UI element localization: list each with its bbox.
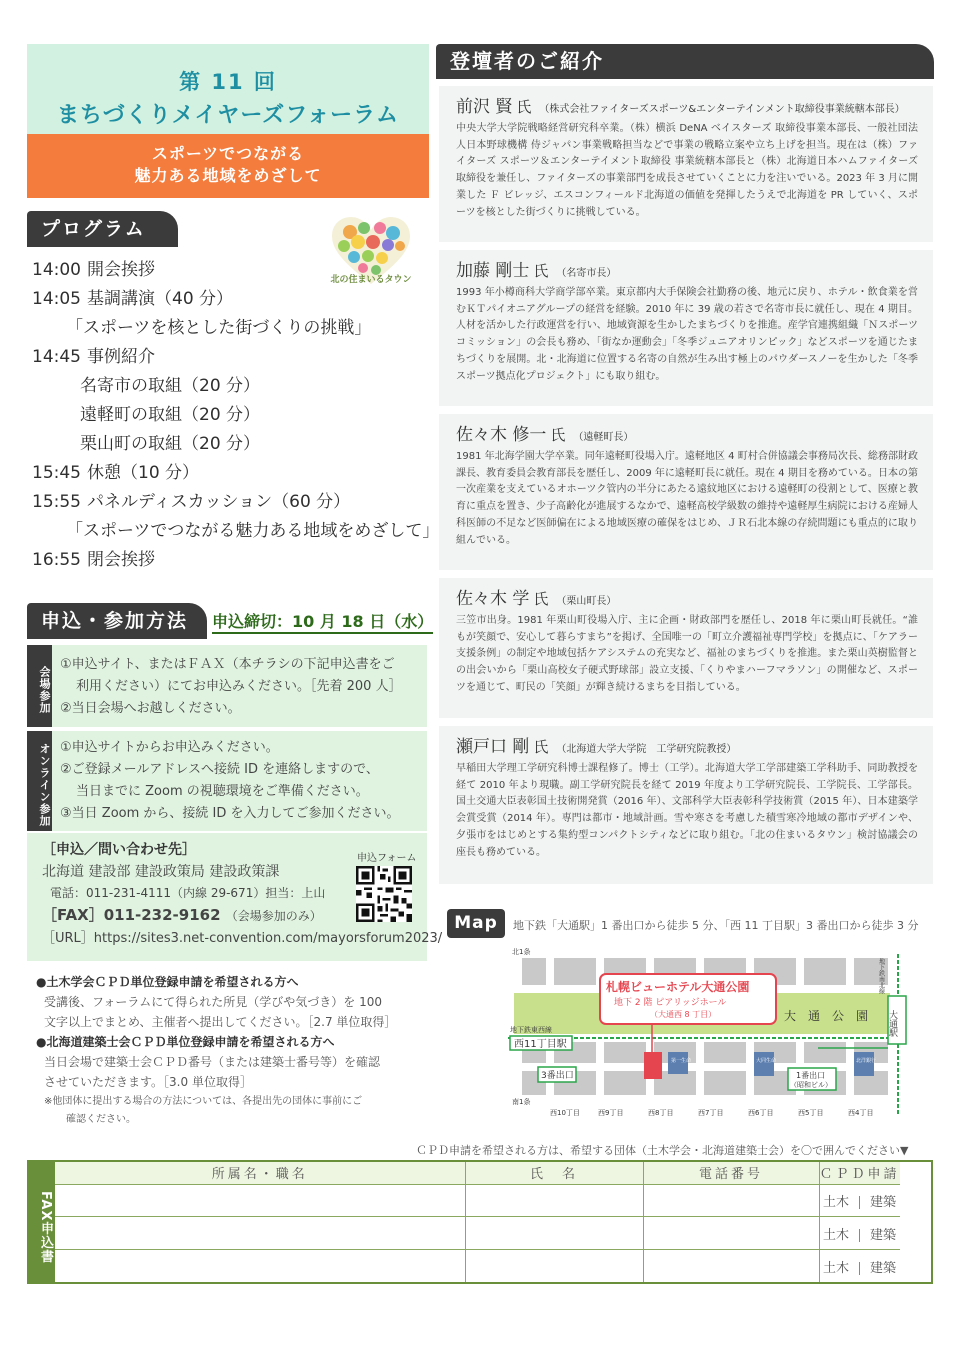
fax-application-form bbox=[27, 1160, 933, 1284]
cpd-choice[interactable] bbox=[819, 1184, 900, 1217]
street-label: 西7丁目 bbox=[698, 1109, 724, 1117]
program-row bbox=[32, 459, 432, 488]
building-hokuyo: 北洋銀行 bbox=[856, 1058, 877, 1064]
online-line: ③当日 Zoom から、接続 ID を入力してご参加ください。 bbox=[60, 806, 400, 821]
cpd-jsce-line: 文字以上でまとめ、主催者へ提出してください。［2.7 単位取得］ bbox=[44, 1015, 397, 1029]
logo-caption: 北の住まいるタウン bbox=[330, 275, 412, 285]
program-row bbox=[32, 488, 432, 517]
cpd-notes bbox=[36, 972, 429, 1128]
column-phone: 電話番号 bbox=[643, 1162, 819, 1184]
speaker-card bbox=[439, 726, 933, 884]
south1-label: 南1条 bbox=[512, 1098, 531, 1106]
speaker-card bbox=[439, 86, 933, 242]
speaker-name: 瀬戸口 剛 bbox=[456, 737, 530, 757]
map-access-text: 地下鉄「大通駅」1 番出口から徒歩 5 分、「西 11 丁目駅」3 番出口から徒歩 3 分 bbox=[513, 919, 919, 932]
cpd-architect-line: させていただきます。［3.0 単位取得］ bbox=[44, 1075, 252, 1089]
program-item: 閉会挨拶 bbox=[87, 550, 155, 570]
exit-1-sub: （昭和ビル） bbox=[790, 1081, 832, 1089]
map-tag: Map bbox=[447, 909, 505, 938]
cpd-option-architecture[interactable]: 建築 bbox=[870, 1227, 897, 1243]
program-item: 名寄市の取組（20 分） bbox=[80, 376, 261, 396]
street-label: 西4丁目 bbox=[848, 1109, 874, 1117]
speaker-name: 加藤 剛士 bbox=[456, 261, 530, 281]
tozai-line-label: 地下鉄東西線 bbox=[510, 1026, 552, 1034]
hotel-address: （大通西 8 丁目） bbox=[650, 1010, 717, 1019]
building-daido: 大同生命 bbox=[756, 1058, 777, 1064]
cpd-option-civil[interactable]: 土木 bbox=[822, 1194, 849, 1210]
cpd-note-line: ※他団体に提出する場合の方法については、各提出先の団体に事前にご bbox=[44, 1096, 363, 1107]
subtitle-block bbox=[27, 134, 429, 198]
program-item: 「スポーツを核とした街づくりの挑戦」 bbox=[66, 318, 372, 338]
venue-label: 会場参加 bbox=[27, 645, 52, 727]
program-row bbox=[32, 372, 432, 401]
speakers-header: 登壇者のご紹介 bbox=[436, 44, 934, 79]
online-label: オンライン参加 bbox=[27, 731, 52, 831]
phone-field[interactable] bbox=[643, 1250, 819, 1282]
program-row bbox=[32, 430, 432, 459]
phone-field[interactable] bbox=[643, 1184, 819, 1217]
speaker-bio: 早稲田大学理工学研究科博士課程修了。博士（工学）。北海道大学工学部建築工学科助手、同助教授を経て 2010 年より現職。副工学研究院長を経て 2019 年度より工学研究院長、工学院長、工学部長。国土交通大臣表彰国土技術開発賞（2016 年）、文部科学大臣表彰科学技術賞（2015 年）、日本建築学会賞受賞（2014 年）。専門は都市・地域計画。雪や寒さを考慮した積雪寒冷地域の都市デザインや、夕張市をはじめとする集約型コンパクトシティなどに取り組む。「北の住まいるタウン」検討協議会の座長も務めている。 bbox=[456, 763, 918, 858]
fax-table bbox=[55, 1162, 900, 1282]
street-label: 西9丁目 bbox=[598, 1109, 624, 1117]
online-line: ②ご登録メールアドレスへ接続 ID を連絡しますので、 bbox=[60, 762, 379, 777]
fax-table-row bbox=[55, 1217, 900, 1250]
speaker-role: （栗山町長） bbox=[556, 596, 617, 607]
speaker-role: （名寄市長） bbox=[556, 268, 617, 279]
speaker-bio: 1981 年北海学園大学卒業。同年遠軽町役場入庁。遠軽地区 4 町村合併協議会事務局次長、総務部財政課長、教育委員会教育部長を歴任し、2009 年に遠軽町長に就任。現在 4 期目を務めている。日本の第一次産業を支えているオホーツク管内の半分にあたる遠紋地区における遠軽町の役割として、医療と教育に重点を置き、少子高齢化が進展するなかで、遠軽高校学級数の維持や遠軽厚生病院における産婦人科医師の不足など医師偏在による地域医療の確保をはじめ、ＪＲ石北本線の存続問題にも重点的に取り組んでいる。 bbox=[456, 451, 918, 546]
name-field[interactable] bbox=[465, 1250, 643, 1282]
program-item: 開会挨拶 bbox=[87, 260, 155, 280]
speaker-honorific: 氏 bbox=[533, 738, 549, 756]
cpd-jsce-heading: ●土木学会ＣＰＤ単位登録申請を希望される方へ bbox=[36, 975, 299, 989]
speaker-card bbox=[439, 414, 933, 570]
speaker-honorific: 氏 bbox=[516, 98, 532, 116]
street-label: 西6丁目 bbox=[748, 1109, 774, 1117]
affiliation-field[interactable] bbox=[55, 1184, 465, 1217]
cpd-option-architecture[interactable]: 建築 bbox=[870, 1194, 897, 1210]
qr-code-icon[interactable] bbox=[356, 866, 412, 922]
qr-label: 申込フォーム bbox=[357, 853, 417, 864]
fax-note: （会場参加のみ） bbox=[225, 909, 322, 923]
program-item: 事例紹介 bbox=[87, 347, 155, 367]
hotel-marker bbox=[644, 1052, 662, 1079]
program-time: 14:00 bbox=[32, 260, 81, 280]
online-participation-box bbox=[27, 731, 427, 831]
venue-line: 利用ください）にてお申込みください。［先着 200 人］ bbox=[76, 679, 402, 694]
exit-3-label: 3番出口 bbox=[541, 1071, 574, 1081]
column-affiliation: 所属名・職名 bbox=[55, 1162, 465, 1184]
deadline: 申込締切：10 月 18 日（水） bbox=[212, 612, 433, 634]
program-time: 14:05 bbox=[32, 289, 81, 309]
speaker-name: 佐々木 学 bbox=[456, 589, 530, 609]
exit-1-label: 1番出口 bbox=[796, 1071, 826, 1080]
park-label: 大 通 公 園 bbox=[784, 1009, 869, 1023]
title-edition: 第 11 回 bbox=[179, 70, 277, 94]
program-row bbox=[32, 517, 440, 546]
fax-table-row bbox=[55, 1250, 900, 1282]
contact-tel: 電話：011-231-4111（内線 29-671）担当：上山 bbox=[50, 886, 326, 900]
fax-number: ［FAX］011-232-9162 bbox=[42, 906, 221, 924]
north1-label: 北1条 bbox=[512, 948, 531, 956]
program-item: 休憩（10 分） bbox=[87, 463, 200, 483]
cpd-option-architecture[interactable]: 建築 bbox=[870, 1260, 897, 1276]
contact-heading: ［申込／問い合わせ先］ bbox=[42, 842, 196, 858]
program-item: 「スポーツでつながる魅力ある地域をめざして」 bbox=[66, 521, 440, 541]
venue-line: ①申込サイト、またはＦＡＸ（本チラシの下記申込書をご bbox=[60, 657, 395, 672]
speaker-bio: 三笠市出身。1981 年栗山町役場入庁、主に企画・財政部門を歴任し、2018 年に栗山町長就任。“誰もが笑顔で、安心して暮らすまち”を掲げ、全国唯一の「町立介護福祉専門学校」を拠点に、「ケアラー支援条例」の制定や地域包括ケアシステムの充実など、福祉のまちづくりを推進。また栗山英樹監督との出会いから「栗山高校女子硬式野球部」設立支援、「くりやまハーフマラソン」の開催など、スポーツを通じて、町民の「笑顔」が輝き続けるまちを目指している。 bbox=[456, 615, 918, 693]
program-item: パネルディスカッション（60 分） bbox=[87, 492, 351, 512]
speaker-card bbox=[439, 578, 933, 718]
speaker-name: 佐々木 修一 bbox=[456, 425, 547, 445]
subtitle-line-2: 魅力ある地域をめざして bbox=[134, 166, 322, 185]
speaker-honorific: 氏 bbox=[533, 262, 549, 280]
speaker-bio: 1993 年小樽商科大学商学部卒業。東京都内大手保険会社勤務の後、地元に戻り、ホテル・飲食業を営むＫＴパイオニアグループの経営を経験。2010 年に 39 歳の若さで名寄市長に就任し、現在 4 期目。人材を活かした行政運営を行い、地域資源を生かしたまちづくりを推進。産学官連携組織「Ｎスポーツコミッション」の会長も務め、「街なか運動会」「冬季ジュニアオリンピック」などスポーツを通じたまちづくりを展開。北・北海道に位置する名寄の自然が生み出す極上のパウダースノーを生かした「冬季スポーツ拠点化プロジェクト」にも取り組む。 bbox=[456, 287, 918, 382]
speaker-honorific: 氏 bbox=[533, 590, 549, 608]
program-row bbox=[32, 285, 432, 314]
cpd-architect-heading: ●北海道建築士会ＣＰＤ単位登録申請を希望される方へ bbox=[36, 1035, 335, 1049]
odori-station: 大通駅 bbox=[887, 1010, 897, 1037]
hotel-floor: 地下 2 階 ピアリッジホール bbox=[614, 998, 727, 1008]
subtitle-line-1: スポーツでつながる bbox=[151, 144, 305, 163]
cpd-architect-line: 当日会場で建築士会ＣＰＤ番号（または建築士番号等）を確認 bbox=[44, 1055, 381, 1069]
speaker-role: （北海道大学大学院 工学研究院教授） bbox=[556, 744, 737, 755]
affiliation-field[interactable] bbox=[55, 1217, 465, 1250]
program-header: プログラム bbox=[27, 211, 178, 247]
speaker-role: （遠軽町長） bbox=[573, 432, 634, 443]
apply-header: 申込・参加方法 bbox=[27, 603, 207, 639]
speaker-honorific: 氏 bbox=[550, 426, 566, 444]
nishi11-station: 西11丁目駅 bbox=[514, 1039, 567, 1050]
program-list bbox=[32, 256, 440, 575]
fax-table-header bbox=[55, 1162, 900, 1184]
column-name: 氏 名 bbox=[465, 1162, 643, 1184]
street-label: 西8丁目 bbox=[648, 1109, 674, 1117]
cpd-choice[interactable] bbox=[819, 1217, 900, 1250]
contact-url[interactable]: ［URL］https://sites3.net-convention.com/mayorsforum2023/ bbox=[42, 931, 443, 946]
building-daiichi: 第一生命 bbox=[671, 1058, 692, 1064]
column-cpd: ＣＰＤ申請 bbox=[819, 1162, 900, 1184]
title-main: まちづくりメイヤーズフォーラム bbox=[57, 103, 399, 128]
online-line: 当日までに Zoom の視聴環境をご準備ください。 bbox=[76, 784, 369, 799]
cpd-note-line: 確認ください。 bbox=[66, 1114, 136, 1125]
street-label: 西5丁目 bbox=[798, 1109, 824, 1117]
cpd-choice[interactable] bbox=[819, 1250, 900, 1282]
title-block bbox=[27, 44, 429, 134]
program-item: 遠軽町の取組（20 分） bbox=[80, 405, 261, 425]
program-row bbox=[32, 314, 432, 343]
venue-participation-box bbox=[27, 645, 427, 727]
fax-form-label: FAX申込書 bbox=[29, 1162, 55, 1282]
nanboku-line-label: 地下鉄南北線 bbox=[877, 958, 885, 994]
program-time: 15:45 bbox=[32, 463, 81, 483]
affiliation-field[interactable] bbox=[55, 1250, 465, 1282]
program-time: 16:55 bbox=[32, 550, 81, 570]
hotel-name: 札幌ビューホテル大通公園 bbox=[606, 980, 750, 994]
fax-cpd-note: ＣＰＤ申請を希望される方は、希望する団体（土木学会・北海道建築士会）を〇で囲んでください▼ bbox=[416, 1144, 909, 1157]
program-time: 14:45 bbox=[32, 347, 81, 367]
street-label: 西10丁目 bbox=[550, 1109, 580, 1117]
program-row bbox=[32, 343, 432, 372]
venue-line: ②当日会場へお越しください。 bbox=[60, 701, 241, 716]
program-row bbox=[32, 546, 432, 575]
contact-org: 北海道 建設部 建設政策局 建設政策課 bbox=[42, 864, 280, 880]
program-item: 栗山町の取組（20 分） bbox=[80, 434, 261, 454]
program-time: 15:55 bbox=[32, 492, 81, 512]
fax-table-row bbox=[55, 1184, 900, 1217]
speaker-role: （株式会社ファイターズスポーツ&エンターテインメント取締役事業統轄本部長） bbox=[539, 104, 905, 115]
online-line: ①申込サイトからお申込みください。 bbox=[60, 740, 279, 755]
cpd-option-civil[interactable]: 土木 bbox=[822, 1260, 849, 1276]
name-field[interactable] bbox=[465, 1217, 643, 1250]
program-row bbox=[32, 256, 432, 285]
program-item: 基調講演（40 分） bbox=[87, 289, 234, 309]
access-map bbox=[508, 944, 918, 1120]
speaker-card bbox=[439, 250, 933, 406]
cpd-jsce-line: 受講後、フォーラムにて得られた所見（学びや気づき）を 100 bbox=[44, 995, 383, 1009]
name-field[interactable] bbox=[465, 1184, 643, 1217]
phone-field[interactable] bbox=[643, 1217, 819, 1250]
program-row bbox=[32, 401, 432, 430]
speaker-name: 前沢 賢 bbox=[456, 97, 513, 117]
cpd-option-civil[interactable]: 土木 bbox=[822, 1227, 849, 1243]
speaker-bio: 中央大学大学院戦略経営研究科卒業。（株）横浜 DeNA ベイスターズ 取締役事業本部長、一般社団法人日本野球機構 侍ジャパン事業戦略担当などで事業の戦略立案や立ち上げを担当。現在は（株）ファイターズ スポーツ＆エンターテイメント取締役 事業統轄本部長と（株）北海道日本ハムファイターズ取締役を兼任し、ファイターズの事業部門を成長させていくことに力を注いでいる。2023 年 3 月に開業した Ｆ ビレッジ、エスコンフィールド北海道の価値を発揮したうえで北海道を PR していく、スポーツを核とした街づくりに挑戦している。 bbox=[456, 123, 918, 218]
